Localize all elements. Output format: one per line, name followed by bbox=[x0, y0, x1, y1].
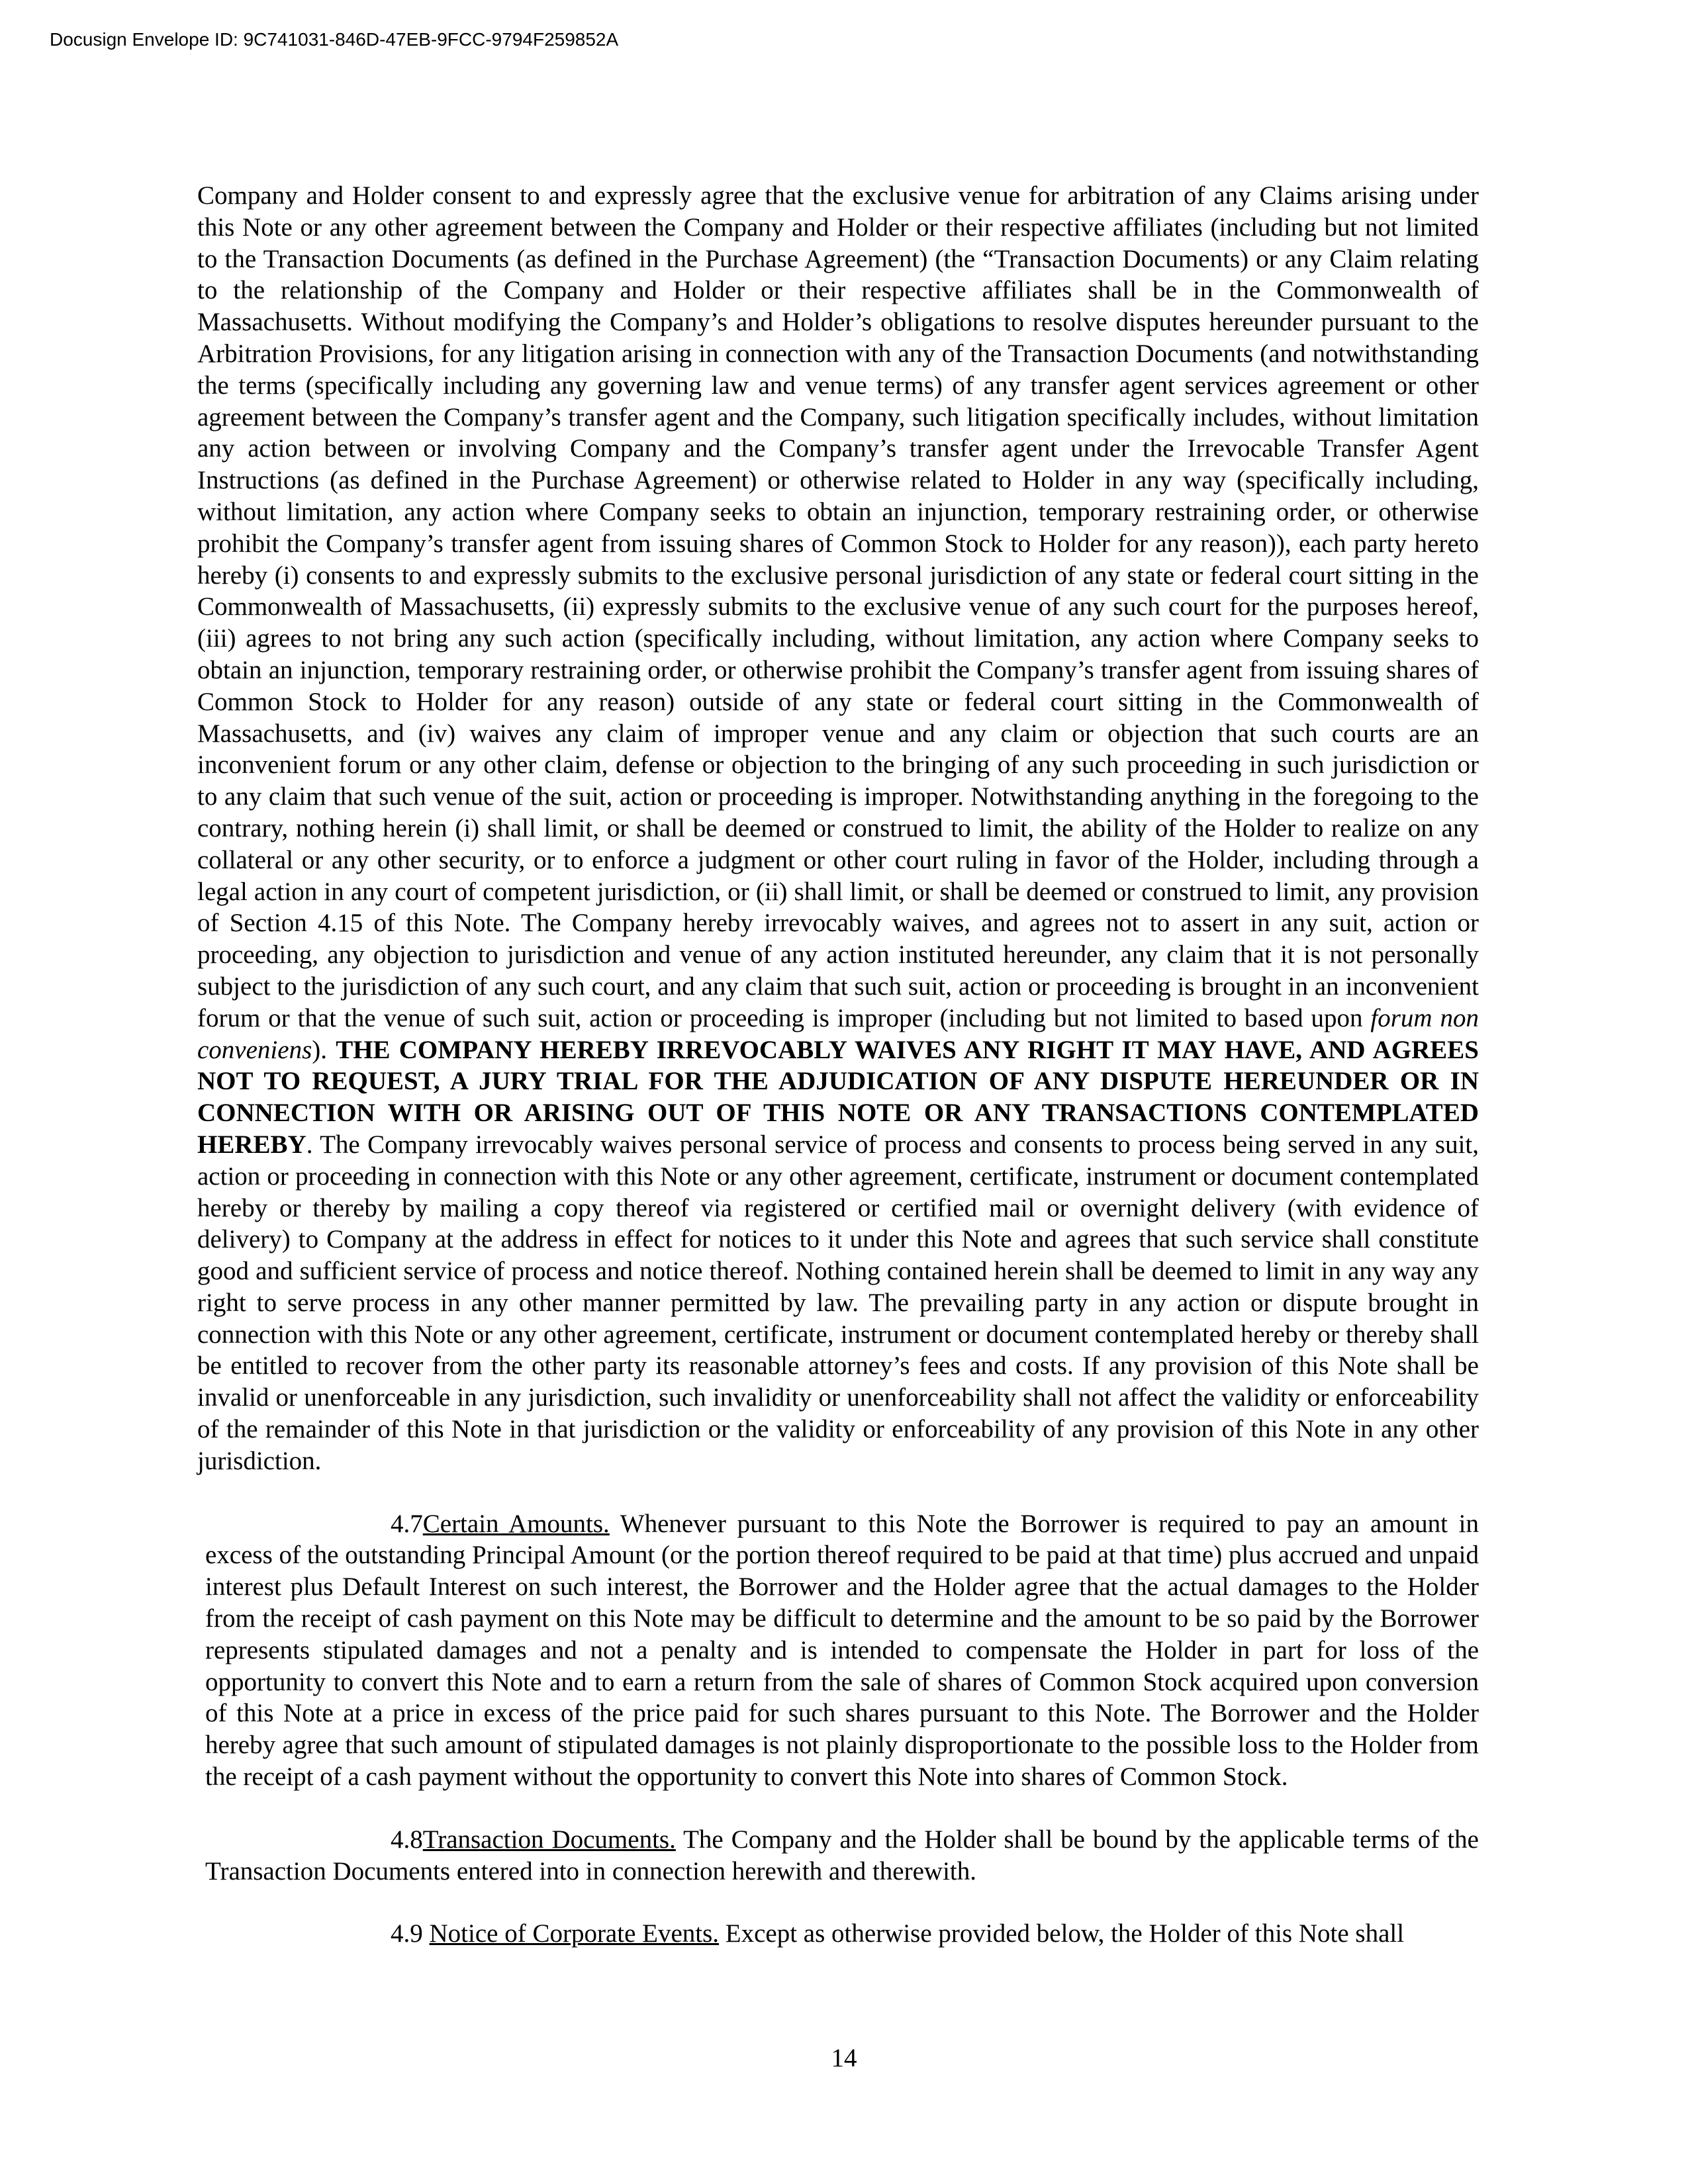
section-heading: Certain Amounts. bbox=[422, 1509, 610, 1538]
section-4-7 bbox=[197, 1508, 1479, 1793]
section-number: 4.9 bbox=[391, 1919, 430, 1948]
jury-waiver-text: THE COMPANY HEREBY IRREVOCABLY WAIVES ANY RIGHT IT MAY HAVE, AND AGREES NOT TO REQUEST, A JURY TRIAL FOR THE ADJUDICATION OF ANY DISPUTE HEREUNDER OR IN CONNECTION WITH OR ARISING OUT OF THIS NOTE OR ANY TRANSACTIONS CONTEMPLATED HEREBY bbox=[197, 1035, 1479, 1159]
document-body bbox=[197, 180, 1479, 1950]
para-text: . The Company irrevocably waives personal service of process and consents to process being served in any suit, action or proceeding in connection with this Note or any other agreement, certificate, instrument or document contemplated hereby or thereby by mailing a copy thereof via registered or certified mail or overnight delivery (with evidence of delivery) to Company at the address in effect for notices to it under this Note and agrees that such service shall constitute good and sufficient service of process and notice thereof. Nothing contained herein shall be deemed to limit in any way any right to serve process in any other manner permitted by law. The prevailing party in any action or dispute brought in connection with this Note or any other agreement, certificate, instrument or document contemplated hereby or thereby shall be entitled to recover from the other party its reasonable attorney’s fees and costs. If any provision of this Note shall be invalid or unenforceable in any jurisdiction, such invalidity or unenforceability shall not affect the validity or enforceability of the remainder of this Note in that jurisdiction or the validity or enforceability of any provision of this Note in any other jurisdiction. bbox=[197, 1130, 1479, 1475]
section-text: Whenever pursuant to this Note the Borrower is required to pay an amount in excess of the outstanding Principal Amount (or the portion thereof required to be paid at that time) plus accrued and unpaid interest plus Default Interest on such interest, the Borrower and the Holder agree that the actual damages to the Holder from the receipt of cash payment on this Note may be difficult to determine and the amount to be so paid by the Borrower represents stipulated damages and not a penalty and is intended to compensate the Holder in part for loss of the opportunity to convert this Note and to earn a return from the sale of shares of Common Stock acquired upon conversion of this Note at a price in excess of the price paid for such shares pursuant to this Note. The Borrower and the Holder hereby agree that such amount of stipulated damages is not plainly disproportionate to the possible loss to the Holder from the receipt of a cash payment without the opportunity to convert this Note into shares of Common Stock. bbox=[205, 1509, 1479, 1792]
page-number: 14 bbox=[831, 2044, 857, 2072]
section-text: Except as otherwise provided below, the Holder of this Note shall bbox=[719, 1919, 1405, 1948]
para-text: ). bbox=[312, 1035, 336, 1064]
envelope-id: Docusign Envelope ID: 9C741031-846D-47EB-9FCC-9794F259852A bbox=[50, 29, 619, 50]
section-4-8 bbox=[197, 1824, 1479, 1888]
section-number: 4.8 bbox=[391, 1825, 423, 1854]
para-text: Company and Holder consent to and expressly agree that the exclusive venue for arbitration of any Claims arising under this Note or any other agreement between the Company and Holder or their respective affiliates (including but not limited to the Transaction Documents (as defined in the Purchase Agreement) (the “Transaction Documents) or any Claim relating to the relationship of the Company and Holder or their respective affiliates shall be in the Commonwealth of Massachusetts. Without modifying the Company’s and Holder’s obligations to resolve disputes hereunder pursuant to the Arbitration Provisions, for any litigation arising in connection with any of the Transaction Documents (and notwithstanding the terms (specifically including any governing law and venue terms) of any transfer agent services agreement or other agreement between the Company’s transfer agent and the Company, such litigation specifically includes, without limitation any action between or involving Company and the Company’s transfer agent under the Irrevocable Transfer Agent Instructions (as defined in the Purchase Agreement) or otherwise related to Holder in any way (specifically including, without limitation, any action where Company seeks to obtain an injunction, temporary restraining order, or otherwise prohibit the Company’s transfer agent from issuing shares of Common Stock to Holder for any reason)), each party hereto hereby (i) consents to and expressly submits to the exclusive personal jurisdiction of any state or federal court sitting in the Commonwealth of Massachusetts, (ii) expressly submits to the exclusive venue of any such court for the purposes hereof, (iii) agrees to not bring any such action (specifically including, without limitation, any action where Company seeks to obtain an injunction, temporary restraining order, or otherwise prohibit the Company’s transfer agent from issuing shares of Common Stock to Holder for any reason) outside of any state or federal court sitting in the Commonwealth of Massachusetts, and (iv) waives any claim of improper venue and any claim or objection that such courts are an inconvenient forum or any other claim, defense or objection to the bringing of any such proceeding in such jurisdiction or to any claim that such venue of the suit, action or proceeding is improper. Notwithstanding anything in the foregoing to the contrary, nothing herein (i) shall limit, or shall be deemed or construed to limit, the ability of the Holder to realize on any collateral or any other security, or to enforce a judgment or other court ruling in favor of the Holder, including through a legal action in any court of competent jurisdiction, or (ii) shall limit, or shall be deemed or construed to limit, any provision of Section 4.15 of this Note. The Company hereby irrevocably waives, and agrees not to assert in any suit, action or proceeding, any objection to jurisdiction and venue of any action instituted hereunder, any claim that it is not personally subject to the jurisdiction of any such court, and any claim that such suit, action or proceeding is brought in an inconvenient forum or that the venue of such suit, action or proceeding is improper (including but not limited to based upon bbox=[197, 181, 1479, 1032]
para-italic-text: forum non conveniens bbox=[197, 1003, 1479, 1064]
section-text: The Company and the Holder shall be bound by the applicable terms of the Transaction Documents entered into in connection herewith and therewith. bbox=[205, 1825, 1479, 1886]
section-4-9 bbox=[197, 1918, 1479, 1950]
section-heading: Notice of Corporate Events. bbox=[429, 1919, 720, 1948]
section-heading: Transaction Documents. bbox=[422, 1825, 676, 1854]
paragraph-venue bbox=[197, 180, 1479, 1477]
section-number: 4.7 bbox=[391, 1509, 423, 1538]
